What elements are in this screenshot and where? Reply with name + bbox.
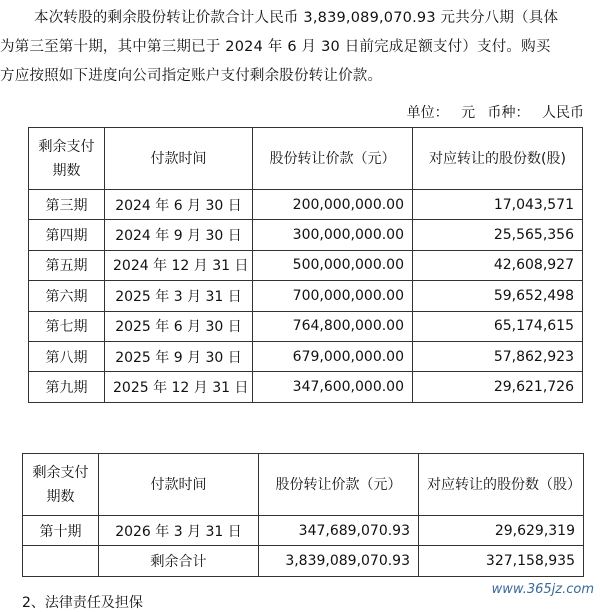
cell-period: 第十期 [23, 516, 99, 546]
unit-currency-line [407, 102, 584, 122]
unit-value: 元 [461, 105, 476, 121]
total-amount: 3,839,089,070.93 [259, 546, 419, 576]
cell-date: 2024 年 6 月 30 日 [105, 190, 253, 220]
paragraph-line-2: 为第三至第十期，其中第三期已于 2024 年 6 月 30 日前完成足额支付）支付。购买 [0, 39, 551, 55]
cell-amount: 679,000,000.00 [253, 341, 413, 371]
currency-value: 人民币 [542, 105, 584, 121]
table-header-row [29, 128, 583, 190]
table-row [29, 281, 583, 311]
header-amount: 股份转让价款（元） [253, 128, 413, 190]
cell-date: 2024 年 9 月 30 日 [105, 220, 253, 250]
cell-period: 第七期 [29, 311, 105, 341]
cell-shares: 17,043,571 [413, 190, 583, 220]
cell-shares: 29,629,319 [419, 516, 584, 546]
total-label: 剩余合计 [99, 546, 259, 576]
cell-amount: 500,000,000.00 [253, 250, 413, 280]
header-date: 付款时间 [99, 454, 259, 516]
paragraph-line-3: 方应按照如下进度向公司指定账户支付剩余股份转让价款。 [0, 68, 383, 84]
cell-amount: 300,000,000.00 [253, 220, 413, 250]
header-date: 付款时间 [105, 128, 253, 190]
cell-period: 第八期 [29, 341, 105, 371]
header-amount: 股份转让价款（元） [259, 454, 419, 516]
table-row [29, 341, 583, 371]
cell-shares: 42,608,927 [413, 250, 583, 280]
unit-label: 单位： [406, 105, 449, 121]
cell-amount: 764,800,000.00 [253, 311, 413, 341]
cell-date: 2025 年 6 月 30 日 [105, 311, 253, 341]
table-header-row [23, 454, 584, 516]
watermark: www.365jz.com [491, 582, 594, 597]
cell-period: 第五期 [29, 250, 105, 280]
table-row [29, 372, 583, 402]
cell-period: 第三期 [29, 190, 105, 220]
final-payment-table [22, 453, 584, 577]
table-row [29, 190, 583, 220]
header-shares: 对应转让的股份数（股） [419, 454, 584, 516]
header-period: 剩余支付期数 [29, 128, 105, 190]
cell-shares: 65,174,615 [413, 311, 583, 341]
cell-shares: 25,565,356 [413, 220, 583, 250]
table-row [29, 250, 583, 280]
cell-period: 第四期 [29, 220, 105, 250]
cell-shares: 29,621,726 [413, 372, 583, 402]
table-row [23, 516, 584, 546]
table-row [29, 311, 583, 341]
paragraph-line-1: 本次转股的剩余股份转让价款合计人民币 3,839,089,070.93 元共分八期（具体 [34, 10, 559, 26]
payment-schedule-table [28, 127, 583, 403]
intro-paragraph [0, 4, 600, 91]
table-row [29, 220, 583, 250]
cell-empty [23, 546, 99, 576]
cell-amount: 347,689,070.93 [259, 516, 419, 546]
cell-date: 2024 年 12 月 31 日 [105, 250, 253, 280]
cell-period: 第九期 [29, 372, 105, 402]
cell-amount: 200,000,000.00 [253, 190, 413, 220]
currency-label: 币种： [487, 105, 530, 121]
cell-shares: 57,862,923 [413, 341, 583, 371]
cell-date: 2025 年 12 月 31 日 [105, 372, 253, 402]
next-section-heading: 2、法律责任及担保 [22, 595, 143, 611]
cell-date: 2025 年 3 月 31 日 [105, 281, 253, 311]
total-shares: 327,158,935 [419, 546, 584, 576]
header-shares: 对应转让的股份数(股) [413, 128, 583, 190]
cell-shares: 59,652,498 [413, 281, 583, 311]
cell-date: 2026 年 3 月 31 日 [99, 516, 259, 546]
cell-amount: 700,000,000.00 [253, 281, 413, 311]
total-row [23, 546, 584, 576]
cell-date: 2025 年 9 月 30 日 [105, 341, 253, 371]
cell-period: 第六期 [29, 281, 105, 311]
header-period: 剩余支付期数 [23, 454, 99, 516]
cell-amount: 347,600,000.00 [253, 372, 413, 402]
